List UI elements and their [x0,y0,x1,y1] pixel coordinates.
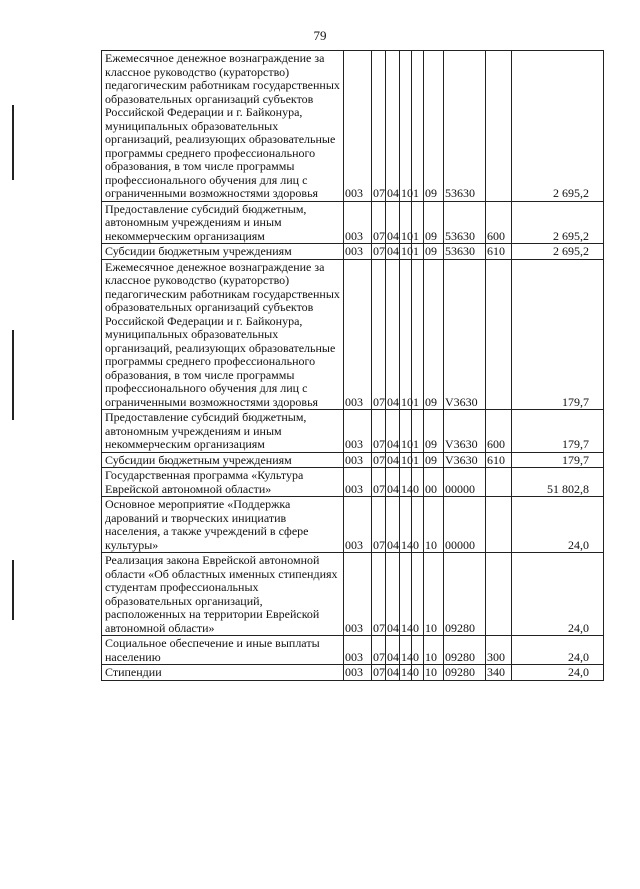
row-name: Субсидии бюджетным учреждениям [102,244,344,260]
subsection-code: 04 [387,452,399,467]
row-name: Стипендии [102,665,344,681]
group-code: 10 [424,665,444,681]
ministry-code: 003 [344,497,372,553]
table-row [102,201,604,244]
ministry-code: 003 [344,51,372,202]
group-code: 09 [424,244,444,260]
type-code: 1 [412,410,424,453]
table-row [102,468,604,497]
amount: 24,0 [512,636,604,665]
group-code: 10 [424,636,444,665]
program-code: 10 [400,410,412,453]
table-row [102,636,604,665]
type-code: 0 [412,553,424,636]
ministry-code: 003 [344,410,372,453]
expense-type-code: 300 [486,636,512,665]
table-row [102,244,604,260]
expense-type-code [486,51,512,202]
subsection-code: 04 [386,259,400,410]
type-code: 1 [412,244,424,260]
section-code: 07 [373,452,385,467]
subsection-code: 04 [387,244,399,258]
amount: 2 695,2 [512,51,604,202]
amount: 2 695,2 [512,201,604,244]
ministry-code: 003 [344,553,372,636]
group-code: 00 [424,468,444,497]
ministry-code: 003 [344,468,372,497]
type-code: 1 [412,259,424,410]
section-code: 07 [372,51,386,202]
group-code: 09 [424,452,444,468]
program-code: 10 [401,452,413,467]
subsection-code: 04 [387,665,399,679]
row-name: Субсидии бюджетным учреждениям [102,452,344,468]
subsection-code: 04 [386,497,400,553]
expense-type-code: 610 [486,244,512,260]
direction-code: V3630 [444,410,486,453]
expense-type-code: 610 [486,452,512,468]
ministry-code: 003 [344,259,372,410]
direction-code: 09280 [444,665,486,681]
expense-type-code: 340 [486,665,512,681]
section-code: 07 [372,259,386,410]
direction-code: 09280 [444,553,486,636]
binding-mark [12,330,14,420]
expense-type-code [486,259,512,410]
section-code: 07 [372,410,386,453]
subsection-code: 04 [386,636,400,665]
type-code: 0 [412,468,424,497]
section-code: 07 [373,244,385,258]
program-code: 10 [400,51,412,202]
program-code: 14 [400,636,412,665]
direction-code: 53630 [444,51,486,202]
row-name: Основное мероприятие «Поддержка дарований и творческих инициатив населения, а также учреждений в сфере культуры» [102,497,344,553]
row-name: Предоставление субсидий бюджетным, автономным учреждениям и иным некоммерческим организациям [102,201,344,244]
table-row [102,497,604,553]
page-number: 79 [313,28,327,43]
section-code: 07 [372,201,386,244]
group-code: 09 [424,259,444,410]
direction-code: 00000 [444,468,486,497]
ministry-code: 003 [344,665,372,681]
direction-code: 09280 [444,636,486,665]
group-code: 09 [424,201,444,244]
type-code: 0 [412,665,424,681]
ministry-code: 003 [344,201,372,244]
direction-code: 00000 [444,497,486,553]
subsection-code: 04 [386,468,400,497]
type-code: 1 [412,201,424,244]
amount: 24,0 [512,497,604,553]
table-row [102,51,604,202]
table-row [102,259,604,410]
expense-type-code: 600 [486,410,512,453]
program-code: 14 [400,553,412,636]
direction-code: V3630 [444,452,486,468]
expense-type-code [486,553,512,636]
subsection-code: 04 [386,553,400,636]
section-code: 07 [372,497,386,553]
amount: 51 802,8 [512,468,604,497]
type-code: 0 [412,636,424,665]
amount: 2 695,2 [512,244,604,260]
subsection-code: 04 [386,51,400,202]
amount: 24,0 [512,665,604,681]
row-name: Государственная программа «Культура Еврейской автономной области» [102,468,344,497]
binding-mark [12,560,14,620]
row-name: Ежемесячное денежное вознаграждение за классное руководство (кураторство) педагогическим работникам государственных образовательных организаций субъектов Российской Федерации и г. Байконура, муниципальных образовательных организаций, реализующих образовательные программы среднего профессионального образования, в том числе программы профессионального обучения для лиц с ограниченными возможностями здоровья [102,51,344,202]
type-code: 1 [412,51,424,202]
program-code: 14 [400,497,412,553]
row-name: Предоставление субсидий бюджетным, автономным учреждениям и иным некоммерческим организациям [102,410,344,453]
group-code: 09 [424,410,444,453]
subsection-code: 04 [386,410,400,453]
program-code: 10 [400,259,412,410]
ministry-code: 003 [344,452,372,468]
table-row [102,410,604,453]
amount: 179,7 [512,452,604,468]
section-code: 07 [372,553,386,636]
program-code: 14 [400,468,412,497]
subsection-code: 04 [386,201,400,244]
program-code: 10 [401,244,413,258]
amount: 24,0 [512,553,604,636]
amount: 179,7 [512,259,604,410]
table-row [102,452,604,468]
type-code: 1 [412,452,424,468]
ministry-code: 003 [344,636,372,665]
group-code: 09 [424,51,444,202]
amount: 179,7 [512,410,604,453]
section-code: 07 [372,468,386,497]
type-code: 0 [412,497,424,553]
budget-table [101,50,604,681]
row-name: Социальное обеспечение и иные выплаты населению [102,636,344,665]
group-code: 10 [424,497,444,553]
expense-type-code: 600 [486,201,512,244]
section-code: 07 [372,636,386,665]
program-code: 10 [400,201,412,244]
group-code: 10 [424,553,444,636]
direction-code: 53630 [444,244,486,260]
section-code: 07 [373,665,385,679]
program-code: 14 [401,665,413,679]
binding-mark [12,105,14,180]
direction-code: V3630 [444,259,486,410]
row-name: Реализация закона Еврейской автономной области «Об областных именных стипендиях студентам профессиональных образовательных организаций, расположенных на территории Еврейской автономной области» [102,553,344,636]
expense-type-code [486,497,512,553]
expense-type-code [486,468,512,497]
direction-code: 53630 [444,201,486,244]
table-row [102,665,604,681]
table-row [102,553,604,636]
row-name: Ежемесячное денежное вознаграждение за классное руководство (кураторство) педагогическим работникам государственных образовательных организаций субъектов Российской Федерации и г. Байконура, муниципальных образовательных организаций, реализующих образовательные программы среднего профессионального образования, в том числе программы профессионального обучения для лиц с ограниченными возможностями здоровья [102,259,344,410]
ministry-code: 003 [344,244,372,260]
